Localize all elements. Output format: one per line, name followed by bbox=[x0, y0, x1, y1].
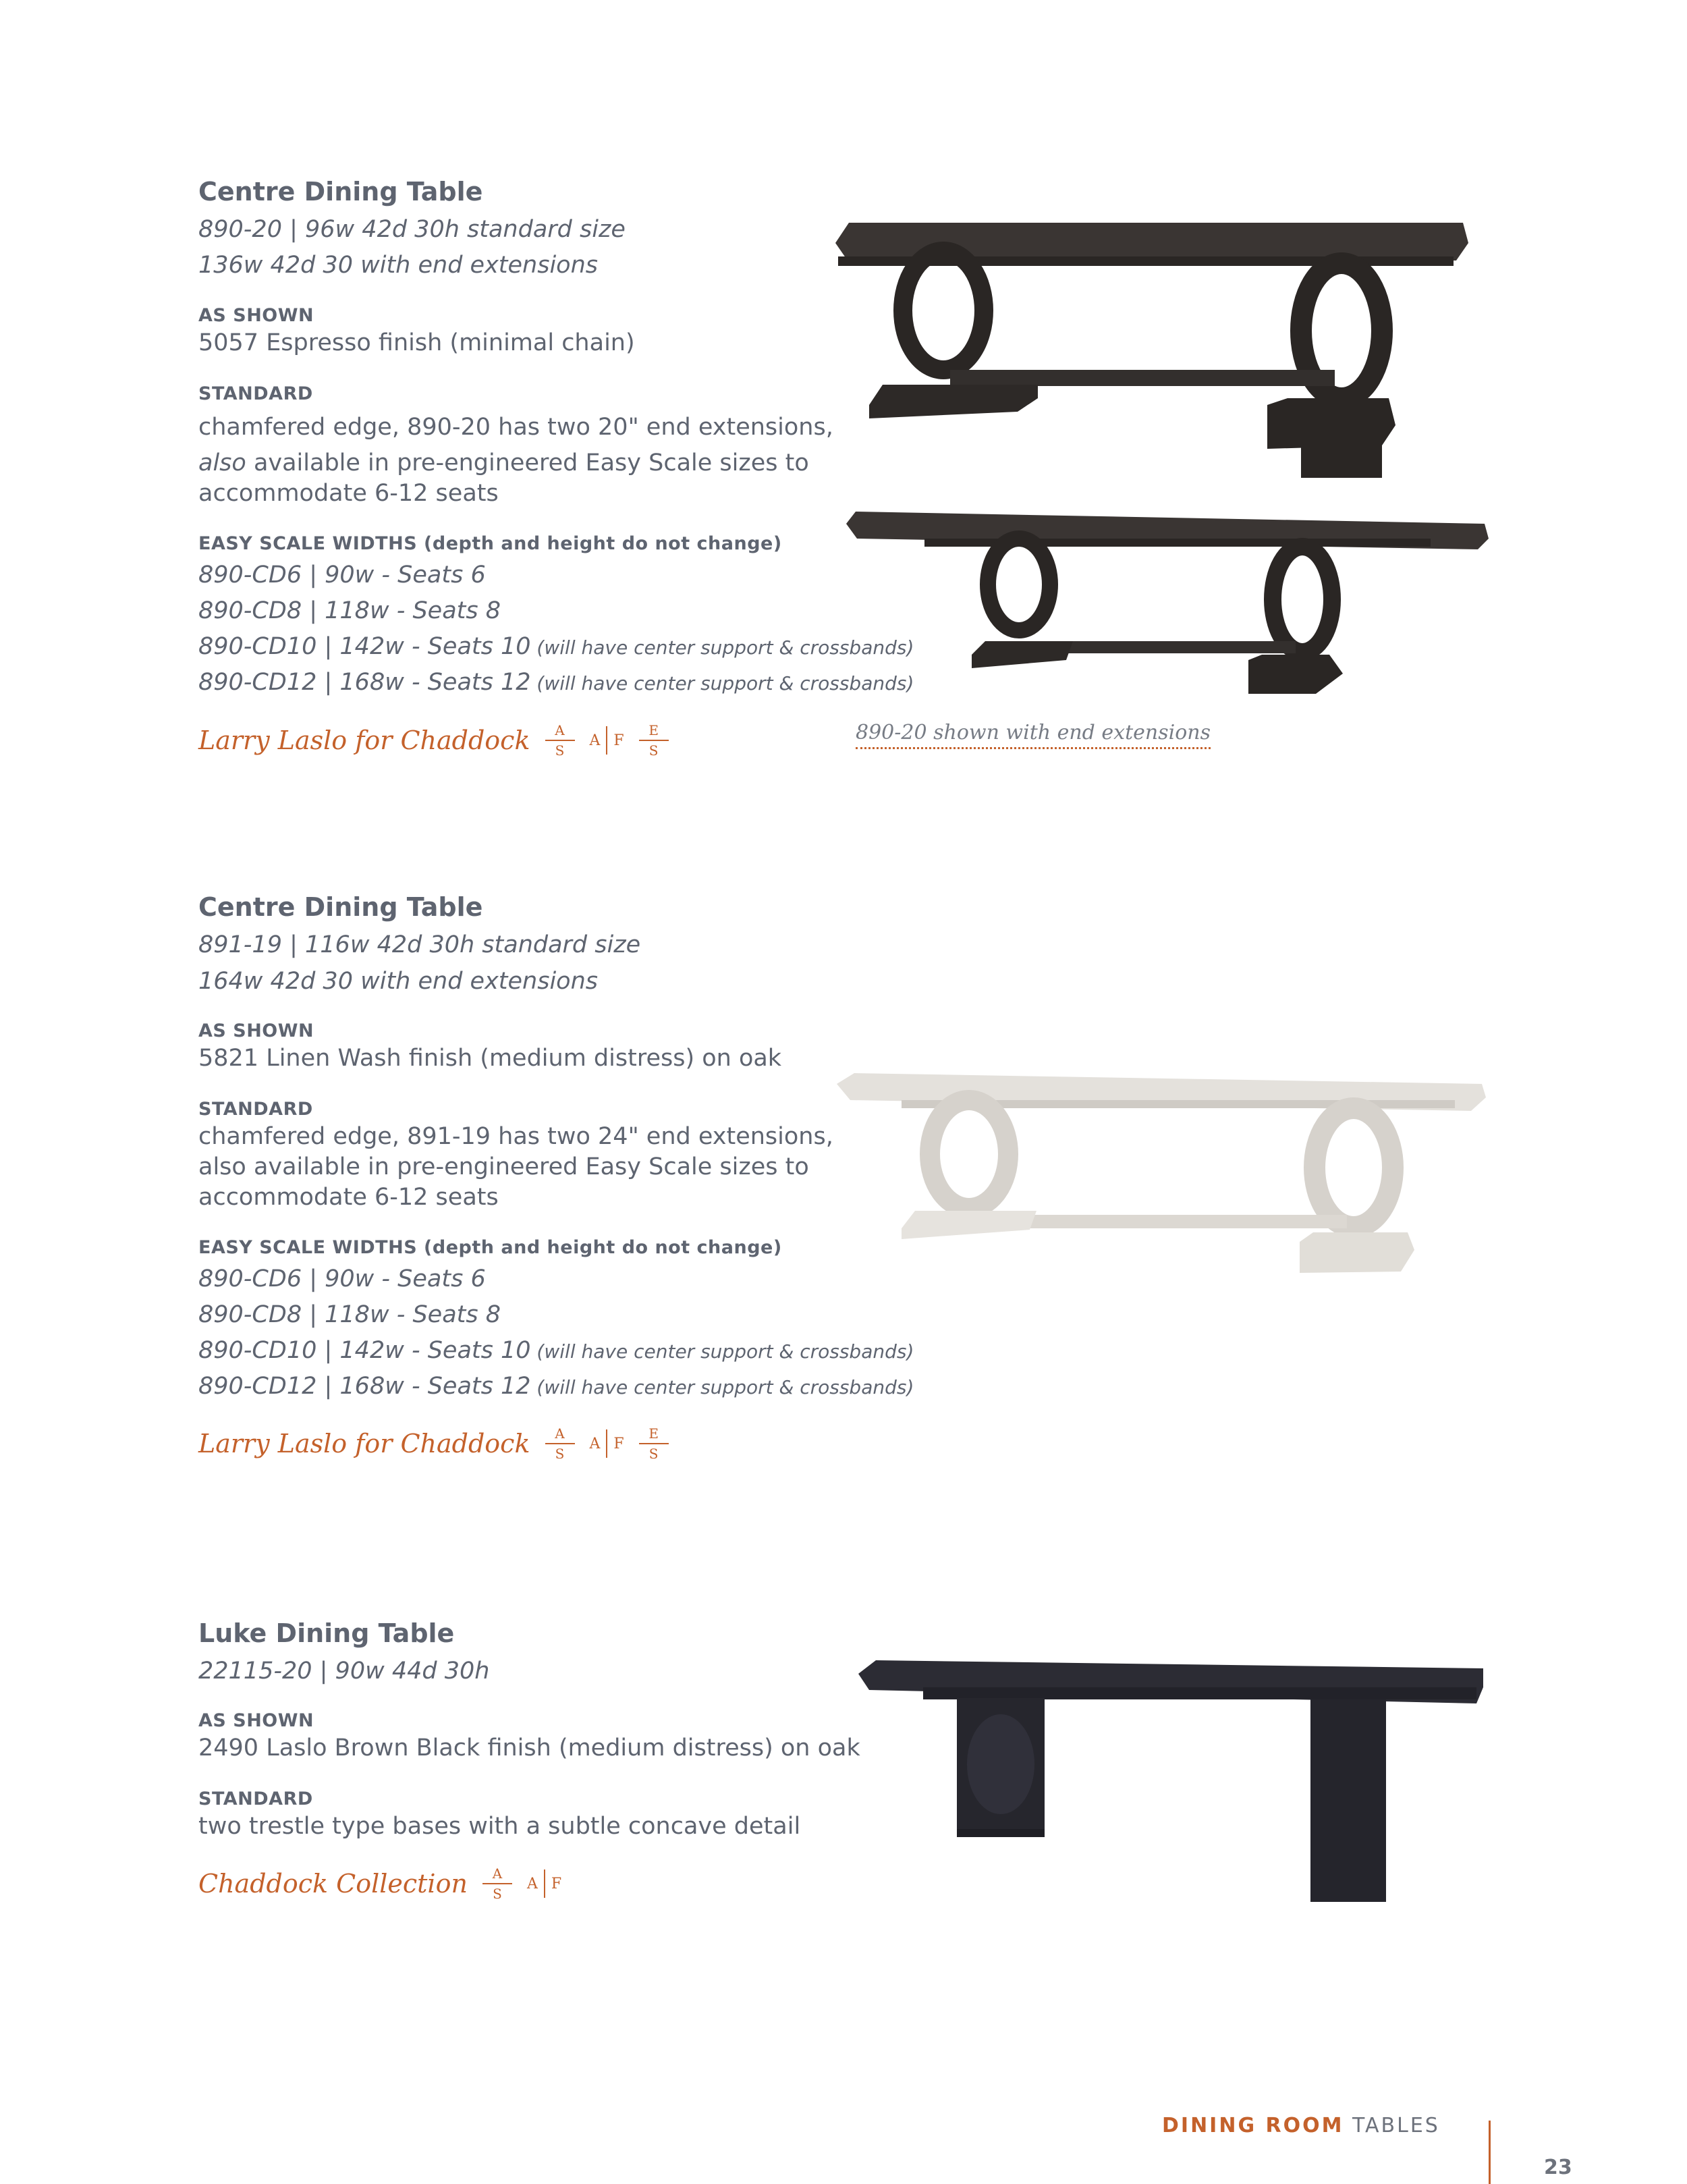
mark-a-over-s: $\frac{A}{S}$ bbox=[482, 1864, 512, 1903]
easy-scale-label: EASY SCALE WIDTHS (depth and height do not change) bbox=[198, 1237, 782, 1258]
size-row bbox=[198, 1337, 914, 1373]
designer-row bbox=[198, 1424, 669, 1463]
product-spec: 22115-20 | 90w 44d 30h bbox=[198, 1658, 490, 1685]
mark-a-f: A F bbox=[527, 1869, 561, 1898]
as-shown-label: AS SHOWN bbox=[198, 1020, 314, 1041]
size-text: 890-CD8 | 118w - Seats 8 bbox=[198, 597, 501, 624]
size-row bbox=[198, 562, 914, 597]
standard-label: STANDARD bbox=[198, 1789, 313, 1809]
size-text: 890-CD12 | 168w - Seats 12 bbox=[198, 669, 531, 696]
size-note: (will have center support & crossbands) bbox=[530, 672, 914, 694]
product-spec: 891-19 | 116w 42d 30h standard size bbox=[198, 931, 641, 958]
mark-a-over-s: $\frac{A}{S}$ bbox=[545, 1424, 575, 1463]
size-text: 890-CD12 | 168w - Seats 12 bbox=[198, 1373, 531, 1400]
footer-category-bold: DINING ROOM bbox=[1162, 2114, 1344, 2137]
product-spec-extended: 164w 42d 30 with end extensions bbox=[198, 968, 599, 995]
standard-text-line: accommodate 6-12 seats bbox=[198, 480, 499, 507]
standard-label: STANDARD bbox=[198, 1099, 313, 1120]
product-spec: 890-20 | 96w 42d 30h standard size bbox=[198, 216, 626, 243]
mark-a-over-s: $\frac{A}{S}$ bbox=[545, 721, 575, 760]
easy-scale-list bbox=[198, 1265, 914, 1409]
designer-signature: Larry Laslo for Chaddock bbox=[198, 1429, 530, 1458]
size-row bbox=[198, 1265, 914, 1301]
as-shown-label: AS SHOWN bbox=[198, 1710, 314, 1731]
product-title: Centre Dining Table bbox=[198, 892, 483, 922]
size-text: 890-CD10 | 142w - Seats 10 bbox=[198, 1337, 531, 1364]
as-shown-finish: 5821 Linen Wash finish (medium distress) on oak bbox=[198, 1045, 782, 1072]
size-row bbox=[198, 633, 914, 669]
footer-divider bbox=[1489, 2121, 1491, 2184]
espresso-table-extended-image bbox=[844, 512, 1491, 714]
mark-a-f: A F bbox=[590, 1429, 624, 1458]
size-text: 890-CD6 | 90w - Seats 6 bbox=[198, 562, 486, 589]
designer-signature: Chaddock Collection bbox=[198, 1869, 468, 1899]
mark-e-over-s: $\frac{E}{S}$ bbox=[639, 1424, 669, 1463]
as-shown-finish: 5057 Espresso finish (minimal chain) bbox=[198, 329, 635, 356]
footer-category-rest: TABLES bbox=[1344, 2114, 1440, 2137]
standard-text-line: chamfered edge, 890-20 has two 20" end extensions, bbox=[198, 414, 833, 441]
size-note: (will have center support & crossbands) bbox=[530, 1376, 914, 1398]
mark-e-over-s: $\frac{E}{S}$ bbox=[639, 721, 669, 760]
espresso-table-image bbox=[829, 223, 1470, 493]
as-shown-finish: 2490 Laslo Brown Black finish (medium distress) on oak bbox=[198, 1735, 860, 1762]
standard-text-line: two trestle type bases with a subtle concave detail bbox=[198, 1813, 801, 1840]
easy-scale-label: EASY SCALE WIDTHS (depth and height do not change) bbox=[198, 533, 782, 554]
size-text: 890-CD6 | 90w - Seats 6 bbox=[198, 1265, 486, 1292]
size-text: 890-CD10 | 142w - Seats 10 bbox=[198, 633, 531, 660]
easy-scale-list bbox=[198, 562, 914, 705]
standard-text-line: chamfered edge, 891-19 has two 24" end extensions, bbox=[198, 1123, 833, 1150]
mark-a-f: A F bbox=[590, 726, 624, 755]
standard-text-line bbox=[198, 449, 809, 476]
designer-row bbox=[198, 1864, 561, 1903]
luke-table-image bbox=[856, 1660, 1490, 1917]
linen-table-image bbox=[834, 1073, 1489, 1289]
size-note: (will have center support & crossbands) bbox=[530, 636, 914, 659]
as-shown-label: AS SHOWN bbox=[198, 305, 314, 326]
product-title: Centre Dining Table bbox=[198, 177, 483, 207]
page-number: 23 bbox=[1544, 2156, 1572, 2179]
standard-text-rest: available in pre-engineered Easy Scale sizes to bbox=[246, 449, 809, 476]
image-caption: 890-20 shown with end extensions bbox=[856, 721, 1211, 749]
size-note: (will have center support & crossbands) bbox=[530, 1340, 914, 1363]
standard-emphasis: also bbox=[198, 449, 246, 476]
size-row bbox=[198, 597, 914, 633]
product-spec-extended: 136w 42d 30 with end extensions bbox=[198, 252, 599, 279]
standard-text-line: accommodate 6-12 seats bbox=[198, 1184, 499, 1211]
standard-label: STANDARD bbox=[198, 383, 313, 404]
size-row bbox=[198, 669, 914, 705]
product-title: Luke Dining Table bbox=[198, 1618, 455, 1648]
size-text: 890-CD8 | 118w - Seats 8 bbox=[198, 1301, 501, 1328]
designer-row bbox=[198, 721, 669, 760]
size-row bbox=[198, 1301, 914, 1337]
footer-category bbox=[1162, 2114, 1440, 2137]
standard-text-line: also available in pre-engineered Easy Scale sizes to bbox=[198, 1153, 809, 1180]
designer-signature: Larry Laslo for Chaddock bbox=[198, 726, 530, 755]
size-row bbox=[198, 1373, 914, 1409]
